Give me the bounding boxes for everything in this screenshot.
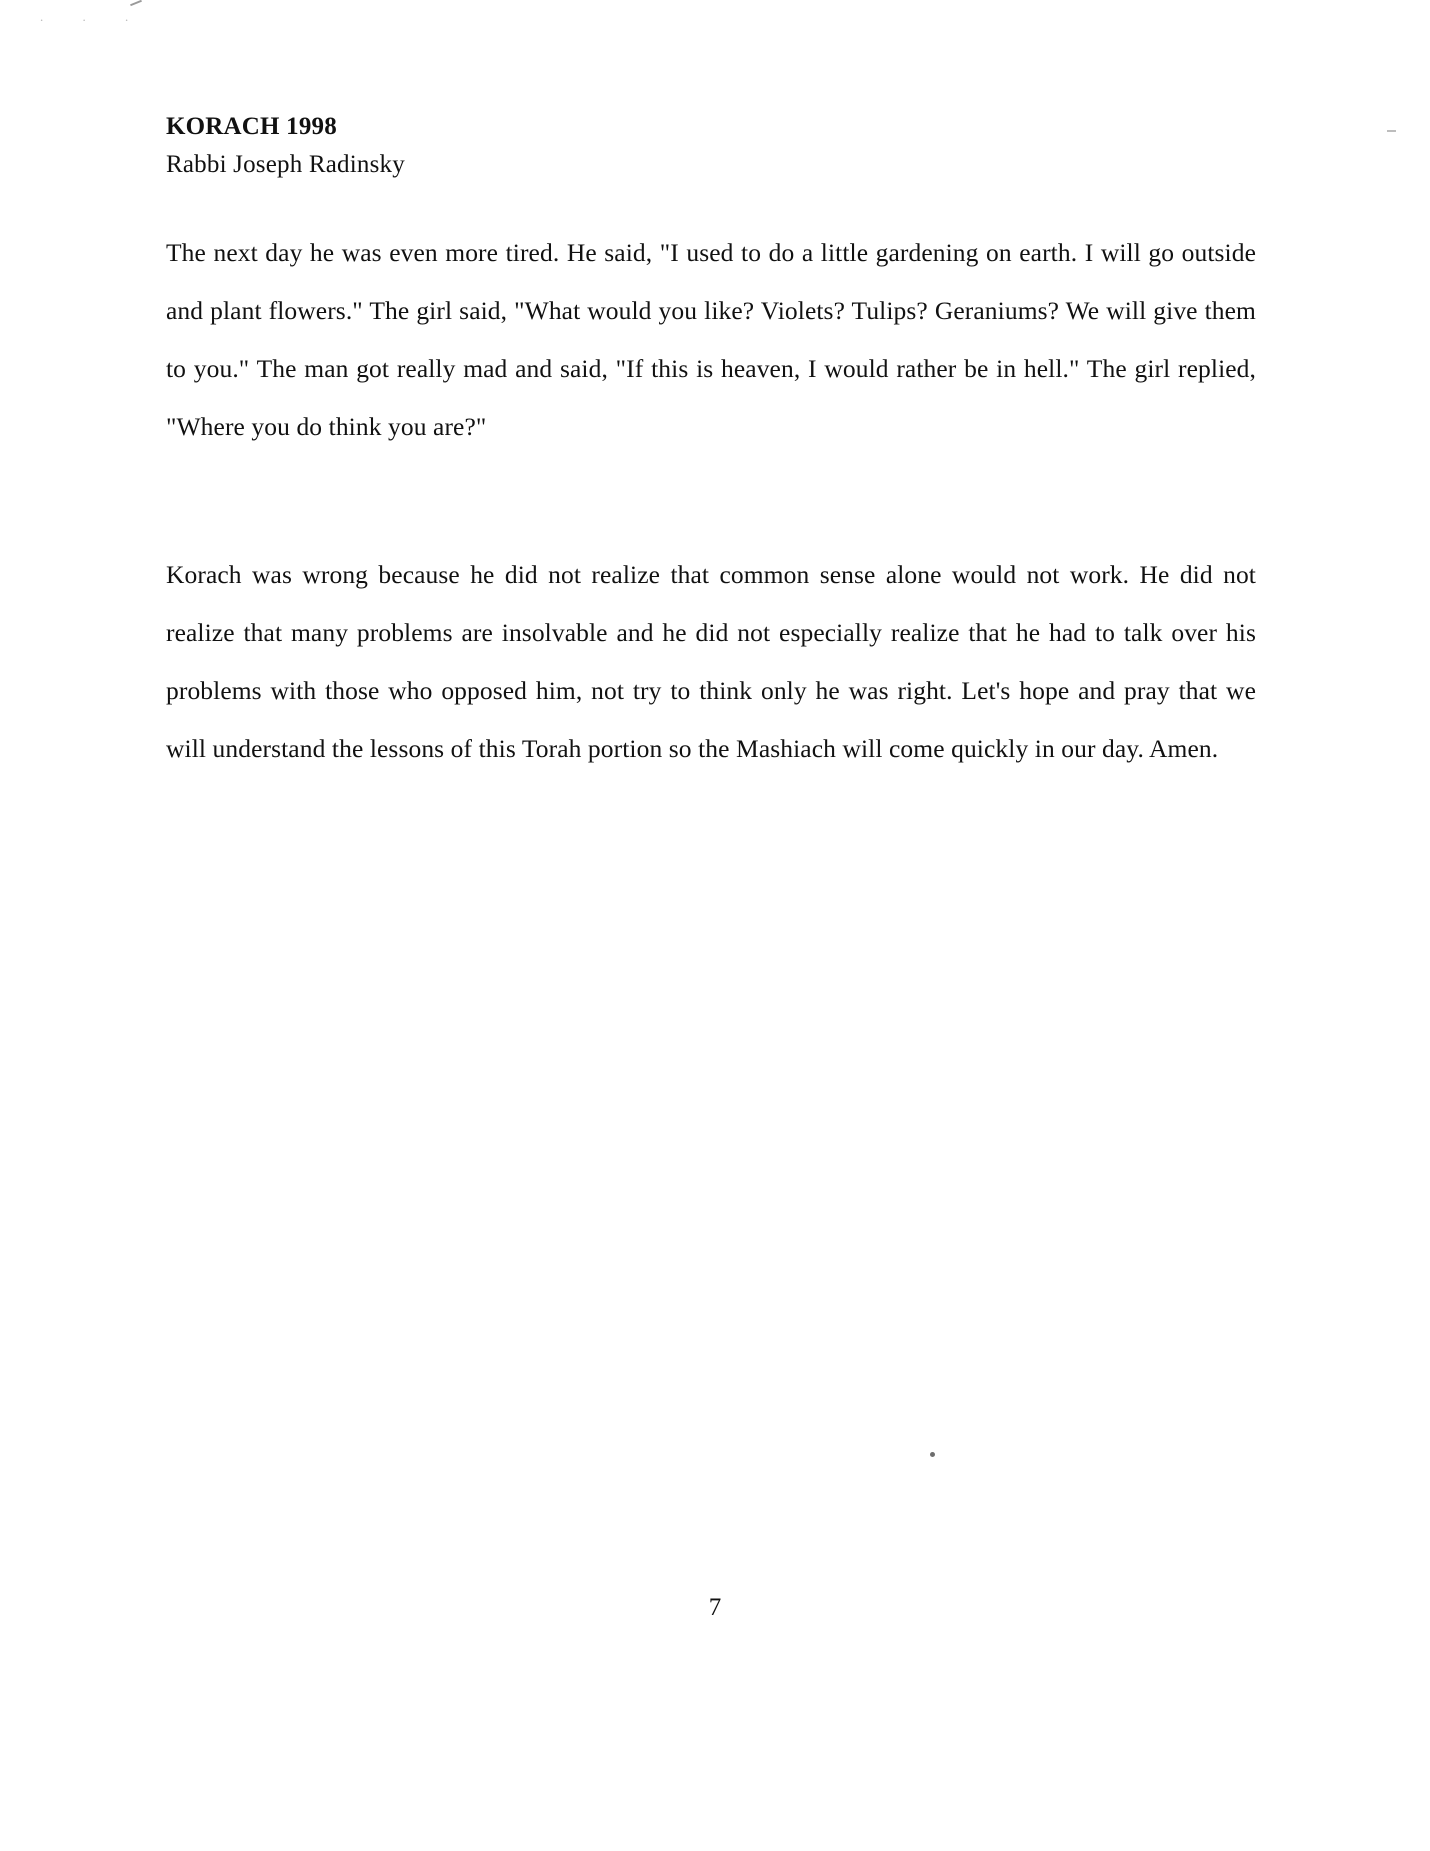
- document-body: [166, 108, 1256, 778]
- page-number: 7: [708, 1594, 722, 1621]
- scan-artifact-dot: [930, 1452, 935, 1457]
- scan-artifact-right-edge: [1387, 130, 1396, 132]
- paragraph-1: The next day he was even more tired. He said, "I used to do a little gardening on earth. I will go outside and plant flowers." The girl said, "What would you like? Violets? Tulips? Geraniums? We will give them to you." The man got really mad and said, "If this is heaven, I would rather be in hell." The girl replied, "Where you do think you are?": [166, 238, 1256, 441]
- document-author: Rabbi Joseph Radinsky: [166, 151, 405, 178]
- scan-artifact-marks: . . .: [40, 9, 147, 24]
- paragraph-2: Korach was wrong because he did not realize that common sense alone would not work. He did not realize that many problems are insolvable and he did not especially realize that he had to talk over his problems with those who opposed him, not try to think only he was right. Let's hope and pray that we will understand the lessons of this Torah portion so the Mashiach will come quickly in our day. Amen.: [166, 560, 1256, 763]
- document-title: KORACH 1998: [166, 113, 337, 140]
